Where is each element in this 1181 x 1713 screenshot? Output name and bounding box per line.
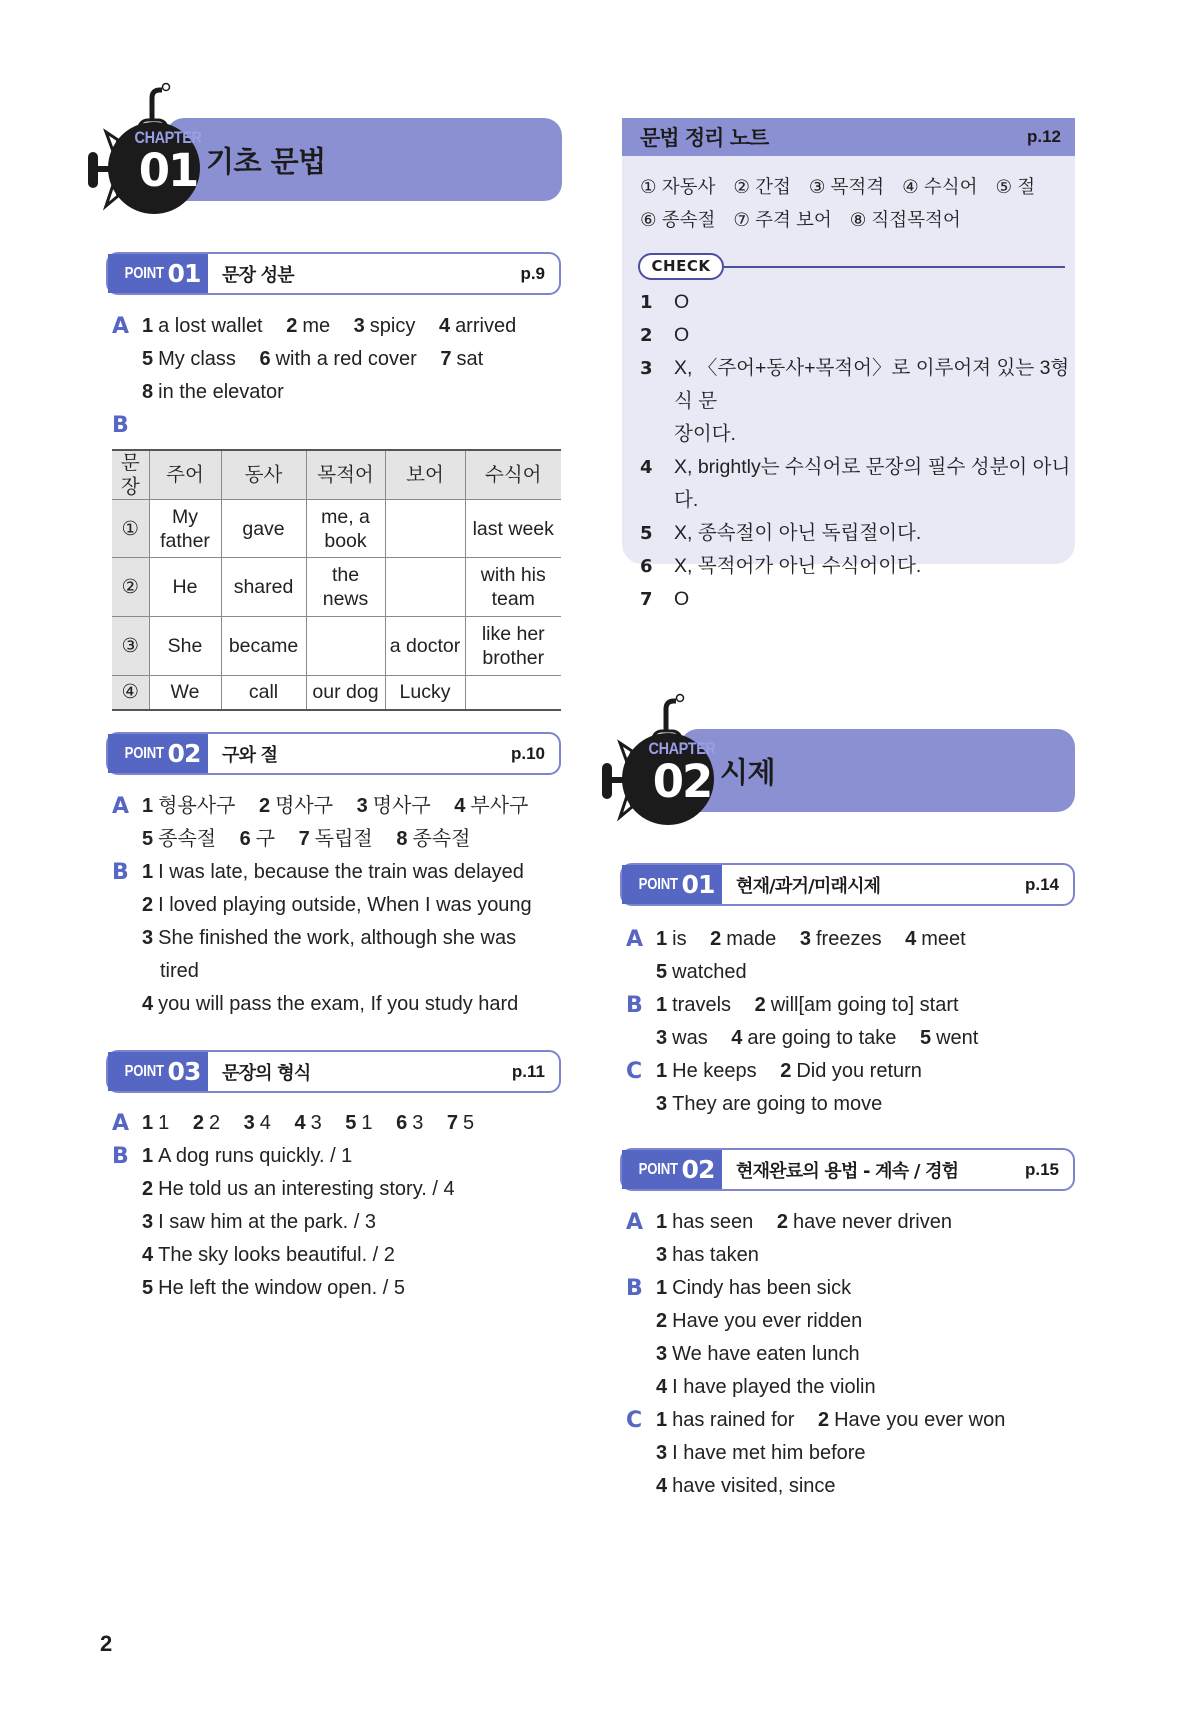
answer-line: 8 in the elevator bbox=[142, 381, 284, 403]
section-c-label: C bbox=[626, 1408, 643, 1433]
table-row: ② He shared the news with his team bbox=[112, 558, 561, 617]
grammar-note-terms bbox=[640, 170, 1053, 236]
answer-line: 4 have visited, since bbox=[656, 1475, 836, 1497]
point-title: 문장의 형식 bbox=[222, 1062, 311, 1084]
answer-line: 2 Have you ever ridden bbox=[656, 1310, 863, 1332]
section-b-label: B bbox=[112, 860, 129, 885]
grammar-note-box bbox=[622, 118, 1075, 610]
point-page-ref: p.14 bbox=[1024, 874, 1059, 894]
answer-line: 4 I have played the violin bbox=[656, 1376, 876, 1398]
point-title: 현재완료의 용법 - 계속 / 경험 bbox=[736, 1160, 959, 1182]
check-item: 6 X, 목적어가 아닌 수식어이다. bbox=[640, 555, 922, 577]
table-header-row bbox=[112, 450, 561, 500]
point-tag bbox=[108, 734, 208, 773]
chapter-title: 시제 bbox=[720, 755, 776, 789]
answer-line: 1 travels 2 will[am going to] start bbox=[656, 994, 959, 1016]
point-label: POINT bbox=[124, 744, 164, 762]
section-a-label: A bbox=[626, 927, 644, 952]
answer-line: 5 watched bbox=[656, 961, 747, 983]
point-page-ref: p.11 bbox=[511, 1061, 545, 1081]
answer-line: 3 has taken bbox=[656, 1244, 759, 1266]
chapter-title: 기초 문법 bbox=[206, 144, 326, 178]
point-title: 현재/과거/미래시제 bbox=[736, 875, 881, 897]
point-tag bbox=[108, 1052, 208, 1091]
chapter-badge bbox=[118, 128, 218, 218]
answer-line: 2 I loved playing outside, When I was young bbox=[142, 894, 532, 916]
answer-line: 3 They are going to move bbox=[656, 1093, 883, 1115]
point-label: POINT bbox=[124, 1062, 164, 1080]
column-header: 주어 bbox=[149, 450, 221, 500]
answer-line: 3 I saw him at the park. / 3 bbox=[142, 1211, 376, 1233]
terms-row: ⑥ 종속절 ⑦ 주격 보어 ⑧ 직접목적어 bbox=[640, 209, 961, 230]
answer-line: 1 is 2 made 3 freezes 4 meet bbox=[656, 928, 966, 950]
answer-line: 1 I was late, because the train was delayed bbox=[142, 861, 524, 883]
table-row: ① My father gave me, a book last week bbox=[112, 500, 561, 558]
check-item: 5 X, 종속절이 아닌 독립절이다. bbox=[640, 522, 922, 544]
check-item: 2 O bbox=[640, 324, 690, 346]
chapter-label: CHAPTER bbox=[134, 128, 202, 147]
ch2-point-01-header bbox=[620, 863, 1075, 906]
answer-line: 5 My class 6 with a red cover 7 sat bbox=[142, 348, 484, 370]
chapter-number: 01 bbox=[138, 144, 198, 197]
point-page-ref: p.9 bbox=[520, 263, 545, 283]
point-title: 구와 절 bbox=[222, 744, 278, 766]
check-divider bbox=[638, 253, 1065, 281]
point-number: 02 bbox=[167, 739, 201, 768]
answer-line: 5 종속절 6 구 7 독립절 8 종속절 bbox=[142, 828, 471, 850]
chapter-badge bbox=[632, 739, 732, 829]
check-label: CHECK bbox=[638, 253, 724, 280]
point-page-ref: p.10 bbox=[510, 743, 545, 763]
point-number: 03 bbox=[167, 1057, 201, 1086]
point-title: 문장 성분 bbox=[222, 264, 294, 286]
section-answers bbox=[142, 790, 550, 1021]
answer-line: 1 A dog runs quickly. / 1 bbox=[142, 1145, 353, 1167]
section-answers bbox=[656, 923, 996, 1121]
column-header: 문장 bbox=[112, 450, 149, 500]
section-a-label: A bbox=[112, 794, 130, 819]
check-item: 4 X, brightly는 수식어로 문장의 필수 성분이 아니다. bbox=[640, 456, 1071, 511]
section-a-answers bbox=[142, 310, 534, 409]
answer-line: 1 Cindy has been sick bbox=[656, 1277, 852, 1299]
section-b-label: B bbox=[112, 1144, 129, 1169]
column-header: 수식어 bbox=[465, 450, 561, 500]
point-label: POINT bbox=[638, 1160, 678, 1178]
sentence-components-table bbox=[112, 449, 561, 711]
answer-line: 1 형용사구 2 명사구 3 명사구 4 부사구 bbox=[142, 795, 529, 817]
answer-line: 3 We have eaten lunch bbox=[656, 1343, 860, 1365]
chapter-02-header bbox=[600, 693, 1075, 823]
section-c-label: C bbox=[626, 1059, 643, 1084]
point-number: 01 bbox=[167, 259, 201, 288]
answer-line-continued: tired bbox=[160, 960, 199, 982]
section-a-label: A bbox=[112, 314, 130, 339]
point-01-header bbox=[106, 252, 561, 295]
section-b-label: B bbox=[626, 993, 643, 1018]
point-tag bbox=[108, 254, 208, 293]
check-list bbox=[640, 286, 1075, 616]
table-row: ③ She became a doctor like her brother bbox=[112, 617, 561, 676]
column-header: 보어 bbox=[385, 450, 465, 500]
answer-line: 4 you will pass the exam, If you study hard bbox=[142, 993, 519, 1015]
point-02-header bbox=[106, 732, 561, 775]
section-b-label: B bbox=[112, 413, 129, 438]
section-answers bbox=[656, 1206, 1023, 1503]
answer-line: 1 has rained for 2 Have you ever won bbox=[656, 1409, 1006, 1431]
terms-row: ① 자동사 ② 간접 ③ 목적격 ④ 수식어 ⑤ 절 bbox=[640, 176, 1036, 197]
grammar-note-title: 문법 정리 노트 bbox=[640, 126, 769, 150]
check-item: 1 O bbox=[640, 291, 690, 313]
answer-line: 1 1 2 2 3 4 4 3 5 1 6 3 7 5 bbox=[142, 1112, 475, 1134]
chapter-01-header bbox=[86, 82, 562, 212]
point-label: POINT bbox=[638, 875, 678, 893]
ch2-point-02-header bbox=[620, 1148, 1075, 1191]
point-number: 01 bbox=[681, 870, 715, 899]
answer-line: 2 He told us an interesting story. / 4 bbox=[142, 1178, 455, 1200]
section-a-label: A bbox=[626, 1210, 644, 1235]
check-item: 7 O bbox=[640, 588, 690, 610]
chapter-label: CHAPTER bbox=[648, 739, 716, 758]
table-row: ④ We call our dog Lucky bbox=[112, 676, 561, 710]
answer-line: 1 He keeps 2 Did you return bbox=[656, 1060, 922, 1082]
grammar-note-page: p.12 bbox=[1026, 127, 1061, 146]
answer-line: 1 a lost wallet 2 me 3 spicy 4 arrived bbox=[142, 315, 517, 337]
chapter-number: 02 bbox=[652, 755, 712, 808]
section-a-label: A bbox=[112, 1111, 130, 1136]
point-03-header bbox=[106, 1050, 561, 1093]
check-item-continued: 장이다. bbox=[674, 423, 736, 445]
point-label: POINT bbox=[124, 264, 164, 282]
section-answers bbox=[142, 1107, 492, 1305]
page-number: 2 bbox=[100, 1631, 113, 1656]
point-number: 02 bbox=[681, 1155, 715, 1184]
answer-line: 5 He left the window open. / 5 bbox=[142, 1277, 405, 1299]
grammar-note-header bbox=[622, 118, 1075, 156]
answer-line: 1 has seen 2 have never driven bbox=[656, 1211, 952, 1233]
section-b-label: B bbox=[626, 1276, 643, 1301]
column-header: 동사 bbox=[221, 450, 306, 500]
answer-line: 4 The sky looks beautiful. / 2 bbox=[142, 1244, 395, 1266]
point-tag bbox=[622, 865, 722, 904]
point-tag bbox=[622, 1150, 722, 1189]
answer-line: 3 was 4 are going to take 5 went bbox=[656, 1027, 979, 1049]
point-page-ref: p.15 bbox=[1024, 1159, 1059, 1179]
check-item: 3 X, 〈주어+동사+목적어〉로 이루어져 있는 3형식 문 bbox=[640, 357, 1070, 412]
divider-line bbox=[724, 266, 1065, 268]
answer-line: 3 I have met him before bbox=[656, 1442, 866, 1464]
column-header: 목적어 bbox=[306, 450, 385, 500]
answer-line: 3 She finished the work, although she was bbox=[142, 927, 517, 949]
